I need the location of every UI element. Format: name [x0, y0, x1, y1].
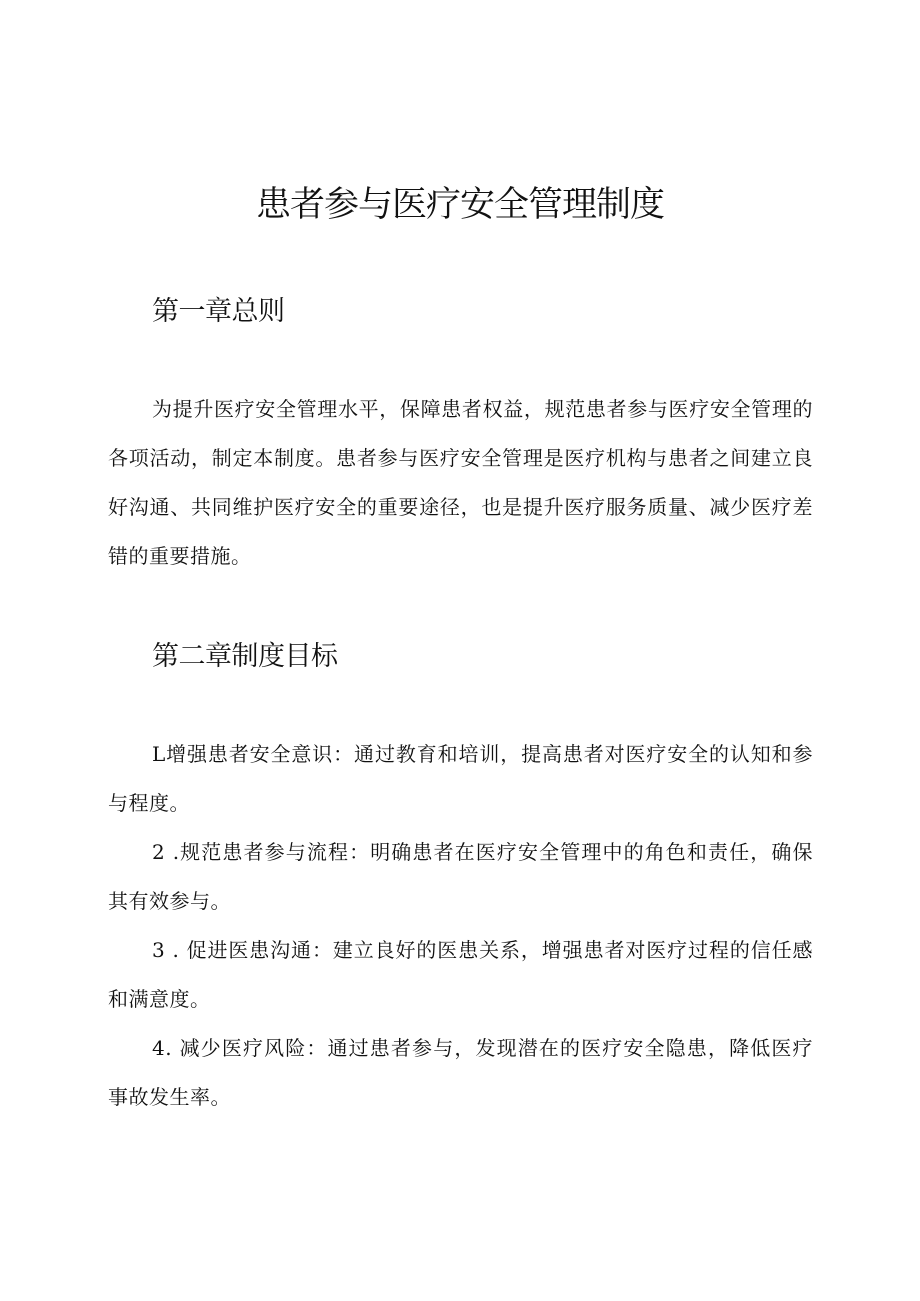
goal-item: 2 .规范患者参与流程：明确患者在医疗安全管理中的角色和责任，确保其有效参与。: [108, 840, 813, 913]
chapter-2-heading: 第二章制度目标: [152, 641, 338, 672]
goal-item: L增强患者安全意识：通过教育和培训，提高患者对医疗安全的认知和参与程度。: [108, 742, 813, 815]
goal-item: 4. 减少医疗风险：通过患者参与，发现潜在的医疗安全隐患，降低医疗事故发生率。: [108, 1036, 813, 1109]
chapter-1-paragraph: 为提升医疗安全管理水平，保障患者权益，规范患者参与医疗安全管理的各项活动，制定本制度。患者参与医疗安全管理是医疗机构与患者之间建立良好沟通、共同维护医疗安全的重要途径，也是提升医疗服务质量、减少医疗差错的重要措施。: [108, 397, 813, 568]
goal-item: 3 . 促进医患沟通：建立良好的医患关系，增强患者对医疗过程的信任感和满意度。: [108, 938, 813, 1011]
goal-list: [108, 730, 813, 1122]
chapter-1-heading: 第一章总则: [152, 296, 285, 327]
document-title: 患者参与医疗安全管理制度: [255, 185, 664, 225]
